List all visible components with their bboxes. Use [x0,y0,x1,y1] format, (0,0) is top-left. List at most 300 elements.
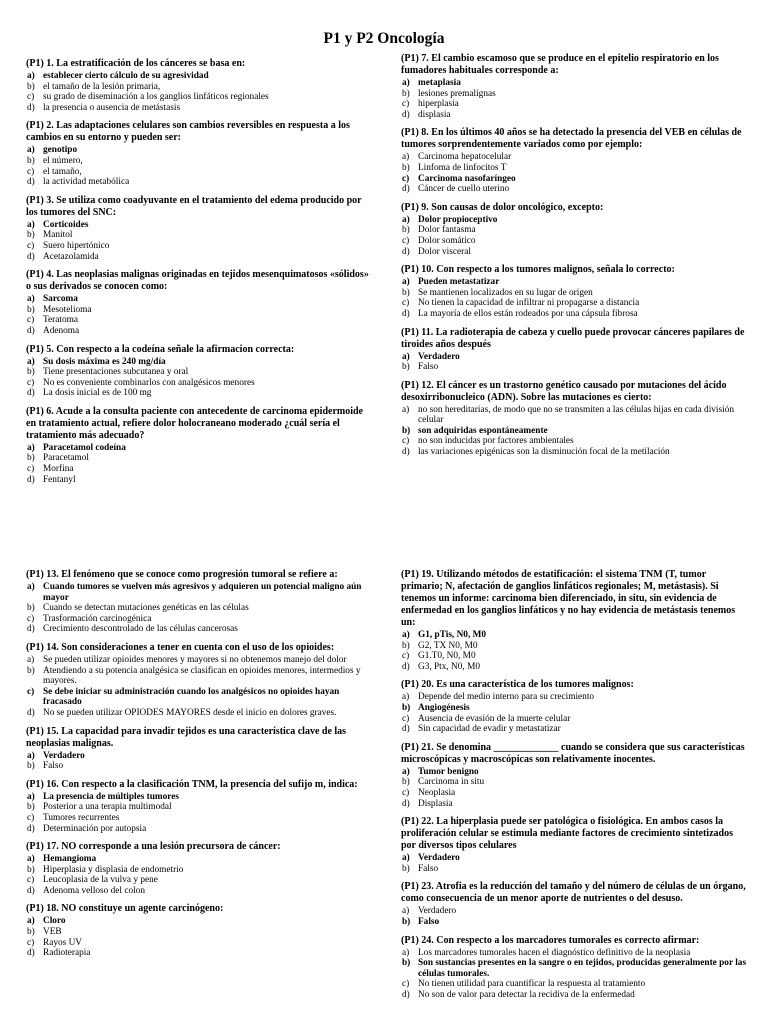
option-letter: b) [402,287,410,298]
answer-option [401,864,747,875]
answer-option [26,802,372,813]
answer-option [401,651,747,662]
question-block [401,53,747,120]
option-letter: c) [27,937,35,948]
option-text: VEB [43,927,62,938]
question-column-4 [401,569,747,1007]
question-text: (P1) 3. Se utiliza como coadyuvante en el tratamiento del edema producido por los tumores del SNC: [26,194,362,218]
option-letter: b) [402,916,411,927]
option-letter: d) [27,388,35,399]
option-text: la presencia o ausencia de metástasis [43,102,181,113]
option-text: Suero hipertónico [43,240,110,251]
option-letter: a) [402,853,410,864]
option-list [26,792,372,834]
option-letter: a) [402,766,410,777]
option-letter: a) [27,356,35,367]
question-text: (P1) 12. El cáncer es un trastorno genético causado por mutaciones del ácido desoxirribonucleico (ADN). Sobre las mutaciones es cierto: [401,379,727,403]
option-list [401,152,747,194]
option-letter: a) [27,916,35,927]
option-letter: a) [402,947,410,958]
answer-option [401,447,747,458]
option-letter: a) [402,404,410,415]
answer-option-correct [401,215,747,226]
option-letter: a) [402,692,410,703]
question-text: (P1) 1. La estratificación de los cánceres se basa en: [26,58,246,69]
option-list [26,854,372,896]
option-text: Angiogénesis [418,702,470,713]
option-list [401,906,747,927]
option-list [401,692,747,734]
option-text: Falso [418,916,440,927]
answer-option [26,326,372,337]
answer-option [26,378,372,389]
question-text: (P1) 23. Atrofia es la reducción del tamaño y del número de células de un órgano, como consecuencia de un menor aporte de nutrientes o del desuso. [401,881,746,905]
answer-option-correct [401,352,747,363]
question-block [401,202,747,257]
answer-option-correct [26,443,372,454]
answer-option [401,163,747,174]
option-text: su grado de diseminación a los ganglios linfáticos regionales [43,92,269,103]
option-letter: c) [27,686,35,697]
answer-option-correct [26,751,372,762]
option-letter: c) [27,315,35,326]
question-block [26,58,372,113]
option-letter: d) [27,325,35,336]
question-block [26,269,372,336]
option-text: Pueden metastatizar [418,277,500,288]
option-text: la actividad metabólica [43,177,130,188]
option-text: Corticoides [43,219,89,230]
option-text: Tumor benigno [418,766,479,777]
answer-option [26,241,372,252]
option-text: Verdadero [418,906,457,917]
option-text: Trasformación carcinogénica [43,613,152,624]
answer-option-correct [26,916,372,927]
option-letter: d) [402,308,410,319]
option-letter: a) [402,906,410,917]
answer-option [26,305,372,316]
question-text: (P1) 5. Con respecto a la codeína señale la afirmacion correcta: [26,343,295,355]
answer-option-correct [26,687,372,708]
option-letter: d) [27,823,35,834]
answer-option [401,692,747,703]
option-text: Se pueden utilizar opioides menores y mayores si no obtenemos manejo del dolor [43,654,347,665]
option-text: Morfina [43,464,74,475]
question-block [401,935,747,1001]
option-text: G2, TX N0, M0 [418,640,478,651]
option-letter: c) [27,377,35,388]
answer-option [401,99,747,110]
option-list [401,352,747,373]
option-list [401,277,747,319]
option-letter: b) [27,81,35,92]
option-letter: a) [402,630,410,640]
question-block [26,569,372,635]
answer-option [26,103,372,114]
answer-option-correct [401,853,747,864]
option-list [401,767,747,809]
option-text: metaplasia [418,78,461,88]
option-text: lesiones premalignas [418,88,496,99]
option-letter: c) [27,812,35,823]
option-letter: d) [402,246,410,257]
option-list [26,357,372,399]
question-text: (P1) 11. La radioterapia de cabeza y cuello puede provocar cánceres papilares de tiroides años después [401,326,745,350]
option-text: establecer cierto cálculo de su agresividad [43,71,209,81]
answer-option [26,475,372,486]
question-block [26,726,372,772]
option-text: Falso [418,362,439,373]
option-text: el número, [43,155,83,166]
option-letter: b) [27,665,35,676]
option-letter: b) [27,864,35,875]
question-text: (P1) 7. El cambio escamoso que se produce en el epitelio respiratorio en los fumadores habituales corresponde a: [401,53,719,76]
question-text: (P1) 9. Son causas de dolor oncológico, excepto: [401,201,604,213]
answer-option [401,641,747,652]
question-block [26,903,372,958]
option-letter: b) [402,162,410,173]
option-text: Su dosis máxima es 240 mg/día [43,356,166,367]
option-letter: b) [27,304,35,315]
answer-option [401,714,747,725]
option-letter: a) [27,854,35,865]
option-letter: d) [402,447,410,458]
option-text: Depende del medio interno para su crecimiento [418,692,595,703]
option-text: Displasia [418,798,453,809]
answer-option [26,167,372,178]
option-text: La presencia de múltiples tumores [43,791,180,802]
answer-option [401,948,747,959]
option-list [26,916,372,958]
option-letter: d) [27,251,35,262]
answer-option [26,388,372,399]
option-text: No tienen utilidad para cuantificar la respuesta al tratamiento [418,979,646,990]
question-block [26,779,372,834]
option-letter: b) [402,640,410,651]
option-letter: c) [402,436,410,447]
option-text: el tamaño de la lesión primaria, [43,81,161,92]
answer-option [26,464,372,475]
option-text: Posterior a una terapia multimodal [43,802,172,813]
option-text: las variaciones epigénicas son la disminución focal de la metilación [418,447,670,458]
option-text: Cáncer de cuello uterino [418,184,510,195]
option-letter: a) [27,145,35,156]
question-block [401,816,747,874]
question-text: (P1) 14. Son consideraciones a tener en cuenta con el uso de los opioides: [26,641,335,653]
option-letter: a) [402,152,410,163]
answer-option [401,777,747,788]
option-letter: a) [27,294,35,305]
question-text: (P1) 17. NO corresponde a una lesión precursora de cáncer: [26,841,281,853]
option-letter: d) [27,885,35,896]
option-list [401,948,747,1001]
option-letter: d) [27,948,35,959]
answer-option [401,309,747,320]
answer-option [401,799,747,810]
option-letter: a) [27,219,35,230]
page-title: P1 y P2 Oncología [323,30,445,47]
question-block [401,742,747,809]
answer-option [401,662,747,673]
answer-option [26,824,372,835]
option-text: Crecimiento descontrolado de las células cancerosas [43,624,238,635]
option-letter: c) [402,713,410,724]
answer-option [401,288,747,299]
question-block [401,327,747,373]
question-block [401,679,747,734]
question-block [26,344,372,399]
answer-option [401,110,747,121]
question-text: (P1) 10. Con respecto a los tumores malignos, señala lo correcto: [401,264,675,276]
option-text: Tiene presentaciones subcutanea y oral [43,367,189,378]
option-letter: a) [27,791,35,802]
option-letter: d) [402,724,410,735]
option-text: G1.T0, N0, M0 [418,651,476,662]
answer-option [26,156,372,167]
option-list [401,78,747,120]
option-text: genotipo [43,145,78,156]
option-text: Mesotelioma [43,304,92,315]
option-letter: b) [27,927,35,938]
option-text: Se mantienen localizados en su lugar de origen [418,287,593,298]
option-list [26,220,372,262]
answer-option [26,938,372,949]
option-text: el tamaño, [43,166,82,177]
answer-option [26,82,372,93]
option-text: Dolor visceral [418,246,471,257]
answer-option [401,89,747,100]
option-text: no son hereditarias, de modo que no se transmiten a las células hijas en cada división celular [418,404,735,426]
question-block [401,380,747,458]
answer-option [26,666,372,687]
option-text: Adenoma [43,325,80,336]
question-text: (P1) 22. La hiperplasia puede ser patológica o fisiológica. En ambos casos la proliferación celular se estimula mediante factores de crecimiento sintetizados por diversos tipos celulares [401,816,733,852]
option-text: No tienen la capacidad de infiltrar ni propagarse a distancia [418,298,640,309]
question-block [401,569,747,672]
answer-option [26,92,372,103]
question-block [26,841,372,896]
option-text: Dolor propioceptivo [418,214,498,225]
option-text: son adquiridas espontáneamente [418,425,548,436]
option-text: G1, pTis, N0, M0 [418,630,487,640]
option-letter: d) [402,798,410,809]
question-text: (P1) 6. Acude a la consulta paciente con antecedente de carcinoma epidermoide en tratamiento actual, refiere dolor holocraneano moderado ¿cuál sería el tratamiento más adecuado? [26,405,363,441]
answer-option-correct [26,71,372,82]
option-letter: b) [402,225,410,236]
question-block [26,406,372,485]
option-letter: c) [402,235,410,246]
option-text: Teratoma [43,315,78,326]
answer-option [401,362,747,373]
answer-option [401,906,747,917]
option-text: Rayos UV [43,937,82,948]
option-list [26,443,372,485]
question-column-1 [26,58,372,492]
option-letter: b) [27,155,35,166]
answer-option-correct [26,294,372,305]
option-text: Carcinoma in situ [418,777,485,788]
answer-option-correct [401,630,747,641]
option-letter: a) [27,750,35,761]
option-list [401,405,747,458]
answer-option-correct [401,174,747,185]
question-text: (P1) 24. Con respecto a los marcadores tumorales es correcto afirmar: [401,934,700,946]
option-letter: c) [402,173,410,184]
option-text: No se pueden utilizar OPIODES MAYORES desde el inicio en dolores graves. [43,707,337,718]
option-letter: b) [402,425,411,436]
option-letter: d) [27,624,35,635]
option-list [26,145,372,187]
option-letter: b) [402,88,410,99]
option-letter: d) [27,474,35,485]
option-letter: b) [402,863,410,874]
option-letter: b) [402,362,410,373]
option-text: Cuando tumores se vuelven más agresivos y adquieren un potencial maligno aún mayor [43,582,362,603]
option-list [401,630,747,672]
option-list [26,71,372,113]
option-letter: d) [402,989,410,1000]
answer-option [26,813,372,824]
question-block [401,264,747,319]
option-letter: b) [27,453,35,464]
option-text: Manitol [43,230,73,241]
option-text: La mayoría de ellos están rodeados por una cápsula fibrosa [418,308,638,319]
option-letter: d) [402,184,410,195]
option-letter: a) [27,654,35,665]
option-text: Dolor somático [418,235,476,246]
option-letter: c) [402,298,410,309]
option-text: Verdadero [418,853,460,864]
option-letter: c) [27,613,35,624]
option-list [26,751,372,772]
option-text: Fentanyl [43,474,76,485]
question-block [26,195,372,262]
answer-option-correct [401,917,747,928]
answer-option [26,865,372,876]
answer-option [26,708,372,719]
option-text: Linfoma de linfocitos T [418,162,507,173]
answer-option [26,603,372,614]
option-text: displasia [418,109,451,120]
answer-option [26,367,372,378]
option-text: no son inducidas por factores ambientales [418,436,574,447]
option-letter: d) [402,109,410,120]
option-text: Verdadero [418,351,460,362]
question-text: (P1) 21. Se denomina _____________ cuando se considera que sus características microscópicas y macroscópicas son relativamente inocentes. [401,741,745,765]
answer-option-correct [26,145,372,156]
option-letter: a) [27,71,35,81]
option-letter: b) [402,958,411,969]
option-letter: a) [402,214,410,225]
answer-option-correct [26,220,372,231]
option-text: Sarcoma [43,294,78,305]
option-letter: c) [27,875,35,886]
option-letter: d) [402,661,410,672]
answer-option-correct [401,78,747,89]
answer-option-correct [401,277,747,288]
answer-option [401,184,747,195]
option-letter: a) [402,351,410,362]
answer-option-correct [26,792,372,803]
answer-option-correct [26,357,372,368]
question-block [401,127,747,194]
option-letter: a) [402,277,410,288]
option-text: G3, Ptx, N0, M0 [418,661,480,672]
answer-option [401,225,747,236]
option-letter: c) [402,979,410,990]
answer-option [26,252,372,263]
option-text: Paracetamol [43,453,89,464]
answer-option [401,236,747,247]
answer-option-correct [401,426,747,437]
question-text: (P1) 4. Las neoplasias malignas originadas en tejidos mesenquimatosos «sólidos» o sus derivados se conocen como: [26,269,369,293]
option-text: Falso [418,863,439,874]
option-letter: b) [27,761,35,772]
option-letter: c) [402,99,410,110]
answer-option [401,436,747,447]
option-text: Se debe iniciar su administración cuando los analgésicos no opioides hayan fracasado [43,686,340,708]
option-letter: b) [27,367,35,378]
answer-option [26,886,372,897]
question-text: (P1) 16. Con respecto a la clasificación TNM, la presencia del sufijo m, indica: [26,778,358,790]
option-letter: d) [27,177,35,188]
answer-option [26,614,372,625]
question-block [401,881,747,927]
answer-option [26,655,372,666]
option-text: Ausencia de evasión de la muerte celular [418,713,571,724]
answer-option [401,298,747,309]
question-text: (P1) 13. El fenómeno que se conoce como progresión tumoral se refiere a: [26,569,338,580]
answer-option-correct [401,703,747,714]
answer-option-correct [401,958,747,979]
answer-option [26,177,372,188]
option-letter: b) [402,777,410,788]
question-text: (P1) 20. Es una característica de los tumores malignos: [401,679,634,691]
option-text: La dosis inicial es de 100 mg [43,388,152,399]
question-column-3 [26,569,372,966]
option-letter: c) [27,240,35,251]
answer-option [401,247,747,258]
option-text: Tumores recurrentes [43,812,120,823]
option-letter: c) [27,166,35,177]
question-text: (P1) 8. En los últimos 40 años se ha detectado la presencia del VEB en células de tumores sorprendentemente variados como por ejemplo: [401,127,742,151]
question-text: (P1) 19. Utilizando métodos de estatificación: el sistema TNM (T, tumor primario; N, afectación de ganglios linfáticos regionales; M, metástasis). Si tenemos un informe: carcinoma bien diferenciado, in situ, sin evidencia de enfermedad en los ganglios linfáticos y no hay evidencia de metástasis tenemos un: [401,569,736,628]
answer-option [26,624,372,635]
option-text: Atendiendo a su potencia analgésica se clasifican en opioides menores, intermedios y mayores. [43,665,361,687]
option-text: Leucoplasia de la vulva y pene [43,875,158,886]
answer-option [401,405,747,426]
question-text: (P1) 18. NO constituye un agente carcinógeno: [26,903,224,915]
option-text: Paracetamol codeína [43,442,126,453]
option-text: hiperplasia [418,99,459,110]
answer-option [26,875,372,886]
option-letter: c) [27,92,35,103]
answer-option [401,152,747,163]
option-text: Hemangioma [43,854,97,865]
option-list [401,853,747,874]
option-letter: b) [27,802,35,813]
option-letter: b) [402,702,411,713]
option-letter: c) [27,464,35,475]
option-letter: a) [27,442,35,453]
option-letter: d) [27,707,35,718]
option-text: Radioterapia [43,948,91,959]
option-text: Hiperplasia y displasia de endometrio [43,864,184,875]
answer-option [401,990,747,1001]
answer-option [26,948,372,959]
option-text: No es conveniente combinarlos con analgésicos menores [43,377,255,388]
option-letter: a) [27,582,35,592]
